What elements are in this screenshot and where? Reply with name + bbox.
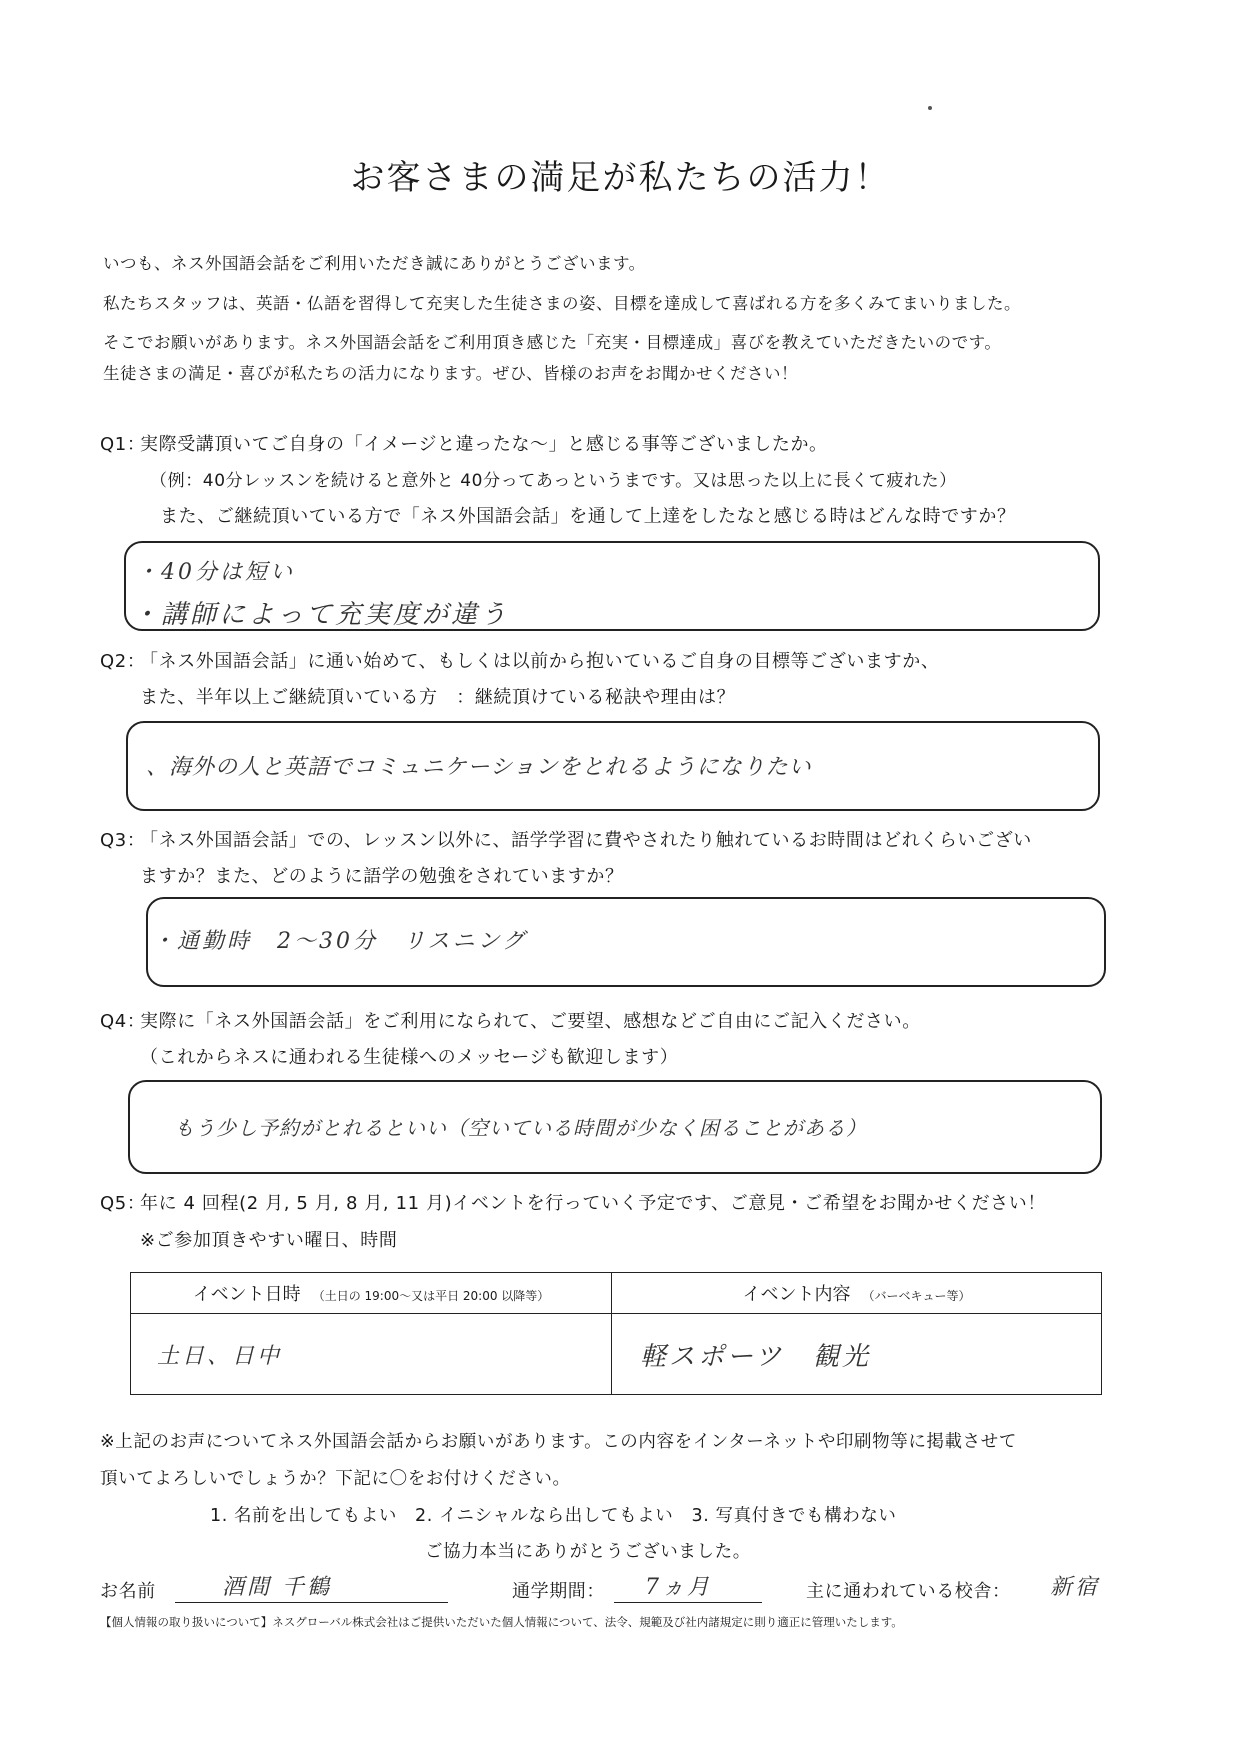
period-value[interactable]: 7ヵ月 bbox=[645, 1575, 712, 1600]
event-datetime-header bbox=[131, 1273, 612, 1314]
event-datetime-note: （土日の 19:00～又は平日 20:00 以降等） bbox=[312, 1289, 550, 1303]
privacy-notice: 【個人情報の取り扱いについて】ネスグローバル株式会社はご提供いただいた個人情報について、法令、規範及び社内諸規定に則り適正に管理いたします。 bbox=[100, 1615, 903, 1629]
consent-line-1: ※上記のお声についてネス外国語会話からお願いがあります。この内容をインターネットや印刷物等に掲載させて bbox=[100, 1432, 1017, 1452]
intro-line-1: いつも、ネス外国語会話をご利用いただき誠にありがとうございます。 bbox=[103, 254, 646, 273]
event-datetime-title: イベント日時 bbox=[192, 1284, 301, 1305]
q1-line-2: （例：40分レッスンを続けると意外と 40分ってあっというまです。又は思った以上に長くて疲れた） bbox=[150, 471, 957, 491]
name-underline bbox=[175, 1602, 448, 1603]
q2-answer: 、海外の人と英語でコミュニケーションをとれるようになりたい bbox=[146, 755, 812, 780]
event-datetime-cell[interactable] bbox=[131, 1314, 612, 1395]
school-label: 主に通われている校舎： bbox=[806, 1581, 1011, 1602]
period-underline bbox=[614, 1602, 762, 1603]
name-label: お名前 bbox=[100, 1581, 156, 1602]
event-content-title: イベント内容 bbox=[742, 1284, 851, 1305]
q1-line-1: 実際受講頂いてご自身の「イメージと違ったな～」と感じる事等ございましたか。 bbox=[140, 434, 828, 455]
q2-line-2: また、半年以上ご継続頂いている方 ：継続頂けている秘訣や理由は？ bbox=[140, 687, 736, 708]
period-label: 通学期間： bbox=[512, 1581, 605, 1602]
event-datetime-answer: 土日、日中 bbox=[157, 1343, 283, 1369]
q3-answer: ・通勤時 2～30分 リスニング bbox=[152, 929, 528, 954]
q1-line-3: また、ご継続頂いている方で「ネス外国語会話」を通して上達をしたなと感じる時はどんな時ですか？ bbox=[160, 506, 1016, 527]
name-value[interactable]: 酒間 千鶴 bbox=[222, 1575, 332, 1600]
event-table bbox=[130, 1272, 1102, 1395]
q4-label: Q4： bbox=[100, 1011, 146, 1032]
q3-line-2: ますか？また、どのように語学の勉強をされていますか？ bbox=[140, 866, 624, 887]
q5-line-1: 年に 4 回程(2 月, 5 月, 8 月, 11 月)イベントを行っていく予定です、ご意見・ご希望をお聞かせください！ bbox=[140, 1193, 1046, 1214]
q1-label: Q1： bbox=[100, 434, 146, 455]
event-content-answer: 軽スポーツ 観光 bbox=[640, 1341, 871, 1372]
q2-label: Q2： bbox=[100, 651, 146, 672]
q1-answer-1: ・40分は短い bbox=[136, 560, 295, 585]
scan-speck bbox=[928, 106, 932, 110]
intro-line-3: そこでお願いがあります。ネス外国語会話をご利用頂き感じた「充実・目標達成」喜びを教えていただきたいのです。 bbox=[103, 333, 1002, 352]
q2-line-1: 「ネス外国語会話」に通い始めて、もしくは以前から抱いているご自身の目標等ございますか、 bbox=[140, 651, 940, 672]
q5-label: Q5： bbox=[100, 1193, 146, 1214]
consent-options[interactable]: 1. 名前を出してもよい 2. イニシャルなら出してもよい 3. 写真付きでも構わない bbox=[210, 1506, 897, 1526]
q5-line-2: ※ご参加頂きやすい曜日、時間 bbox=[140, 1230, 398, 1251]
event-content-note: （バーベキュー等） bbox=[862, 1289, 971, 1303]
consent-thanks: ご協力本当にありがとうございました。 bbox=[425, 1542, 751, 1562]
q4-answer: もう少し予約がとれるといい（空いている時間が少なく困ることがある） bbox=[174, 1116, 867, 1140]
q1-answer-2: ・講師によって充実度が違う bbox=[132, 600, 510, 630]
event-content-cell[interactable] bbox=[612, 1314, 1102, 1395]
q4-line-2: （これからネスに通われる生徒様へのメッセージも歓迎します） bbox=[140, 1047, 679, 1068]
q3-label: Q3： bbox=[100, 830, 146, 851]
event-content-header bbox=[612, 1273, 1102, 1314]
intro-line-2: 私たちスタッフは、英語・仏語を習得して充実した生徒さまの姿、目標を達成して喜ばれる方を多くみてまいりました。 bbox=[103, 294, 1021, 313]
school-value[interactable]: 新宿 bbox=[1050, 1575, 1101, 1600]
consent-line-2: 頂いてよろしいでしょうか？下記に〇をお付けください。 bbox=[100, 1469, 571, 1489]
page-title: お客さまの満足が私たちの活力！ bbox=[350, 158, 891, 198]
q4-line-1: 実際に「ネス外国語会話」をご利用になられて、ご要望、感想などご自由にご記入ください。 bbox=[140, 1011, 921, 1032]
q3-line-1: 「ネス外国語会話」での、レッスン以外に、語学学習に費やされたり触れているお時間はどれくらいござい bbox=[140, 830, 1032, 851]
intro-line-4: 生徒さまの満足・喜びが私たちの活力になります。ぜひ、皆様のお声をお聞かせください！ bbox=[103, 364, 799, 383]
